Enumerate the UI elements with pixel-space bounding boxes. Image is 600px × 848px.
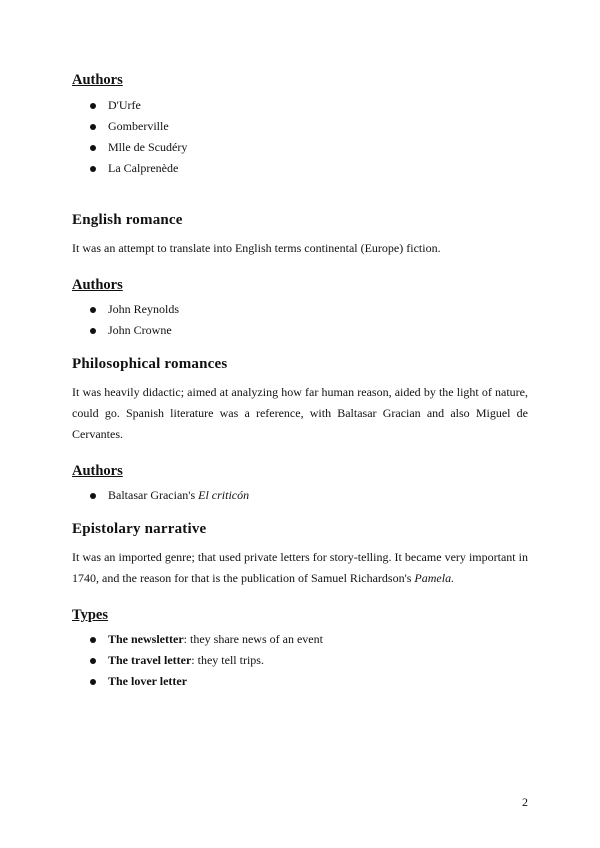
types-list xyxy=(72,629,528,692)
list-item: D'Urfe xyxy=(72,95,528,116)
philosophical-romances-title: Philosophical romances xyxy=(72,356,228,372)
authors-heading-3: Authors xyxy=(72,463,123,479)
list-item: John Crowne xyxy=(72,320,528,341)
epistolary-narrative-text: It was an imported genre; that used private letters for story-telling. It became very important in 1740, and the reason for that is the publication of Samuel Richardson's Pamela. xyxy=(72,550,528,585)
philosophical-romances-text: It was heavily didactic; aimed at analyzing how far human reason, aided by the light of nature, could go. Spanish literature was a reference, with Baltasar Gracian and also Miguel de Cervantes. xyxy=(72,385,528,441)
english-romance-title: English romance xyxy=(72,212,183,228)
bullet-icon xyxy=(90,328,96,334)
list-item: La Calprenède xyxy=(72,158,528,179)
bullet-icon xyxy=(90,124,96,130)
authors-list-1 xyxy=(72,95,528,179)
english-romance-text: It was an attempt to translate into English terms continental (Europe) fiction. xyxy=(72,241,441,255)
authors-list-3 xyxy=(72,485,528,506)
authors-list-2 xyxy=(72,299,528,341)
page-content xyxy=(72,70,528,692)
list-item: Mlle de Scudéry xyxy=(72,137,528,158)
list-item: John Reynolds xyxy=(72,299,528,320)
bullet-icon xyxy=(90,145,96,151)
bullet-icon xyxy=(90,637,96,643)
bullet-icon xyxy=(90,658,96,664)
list-item: The travel letter: they tell trips. xyxy=(72,650,528,671)
bullet-icon xyxy=(90,166,96,172)
pamela-title: Pamela. xyxy=(414,571,455,585)
types-heading: Types xyxy=(72,607,108,623)
authors-heading-2: Authors xyxy=(72,277,123,293)
list-item: Baltasar Gracian's El criticón xyxy=(72,485,528,506)
list-item: The lover letter xyxy=(72,671,528,692)
list-item: Gomberville xyxy=(72,116,528,137)
list-item: The newsletter: they share news of an event xyxy=(72,629,528,650)
bullet-icon xyxy=(90,307,96,313)
bullet-icon xyxy=(90,103,96,109)
authors-heading-1: Authors xyxy=(72,72,123,88)
bullet-icon xyxy=(90,493,96,499)
work-title: El criticón xyxy=(198,488,250,502)
page-number: 2 xyxy=(522,795,528,809)
epistolary-narrative-title: Epistolary narrative xyxy=(72,521,207,537)
bullet-icon xyxy=(90,679,96,685)
